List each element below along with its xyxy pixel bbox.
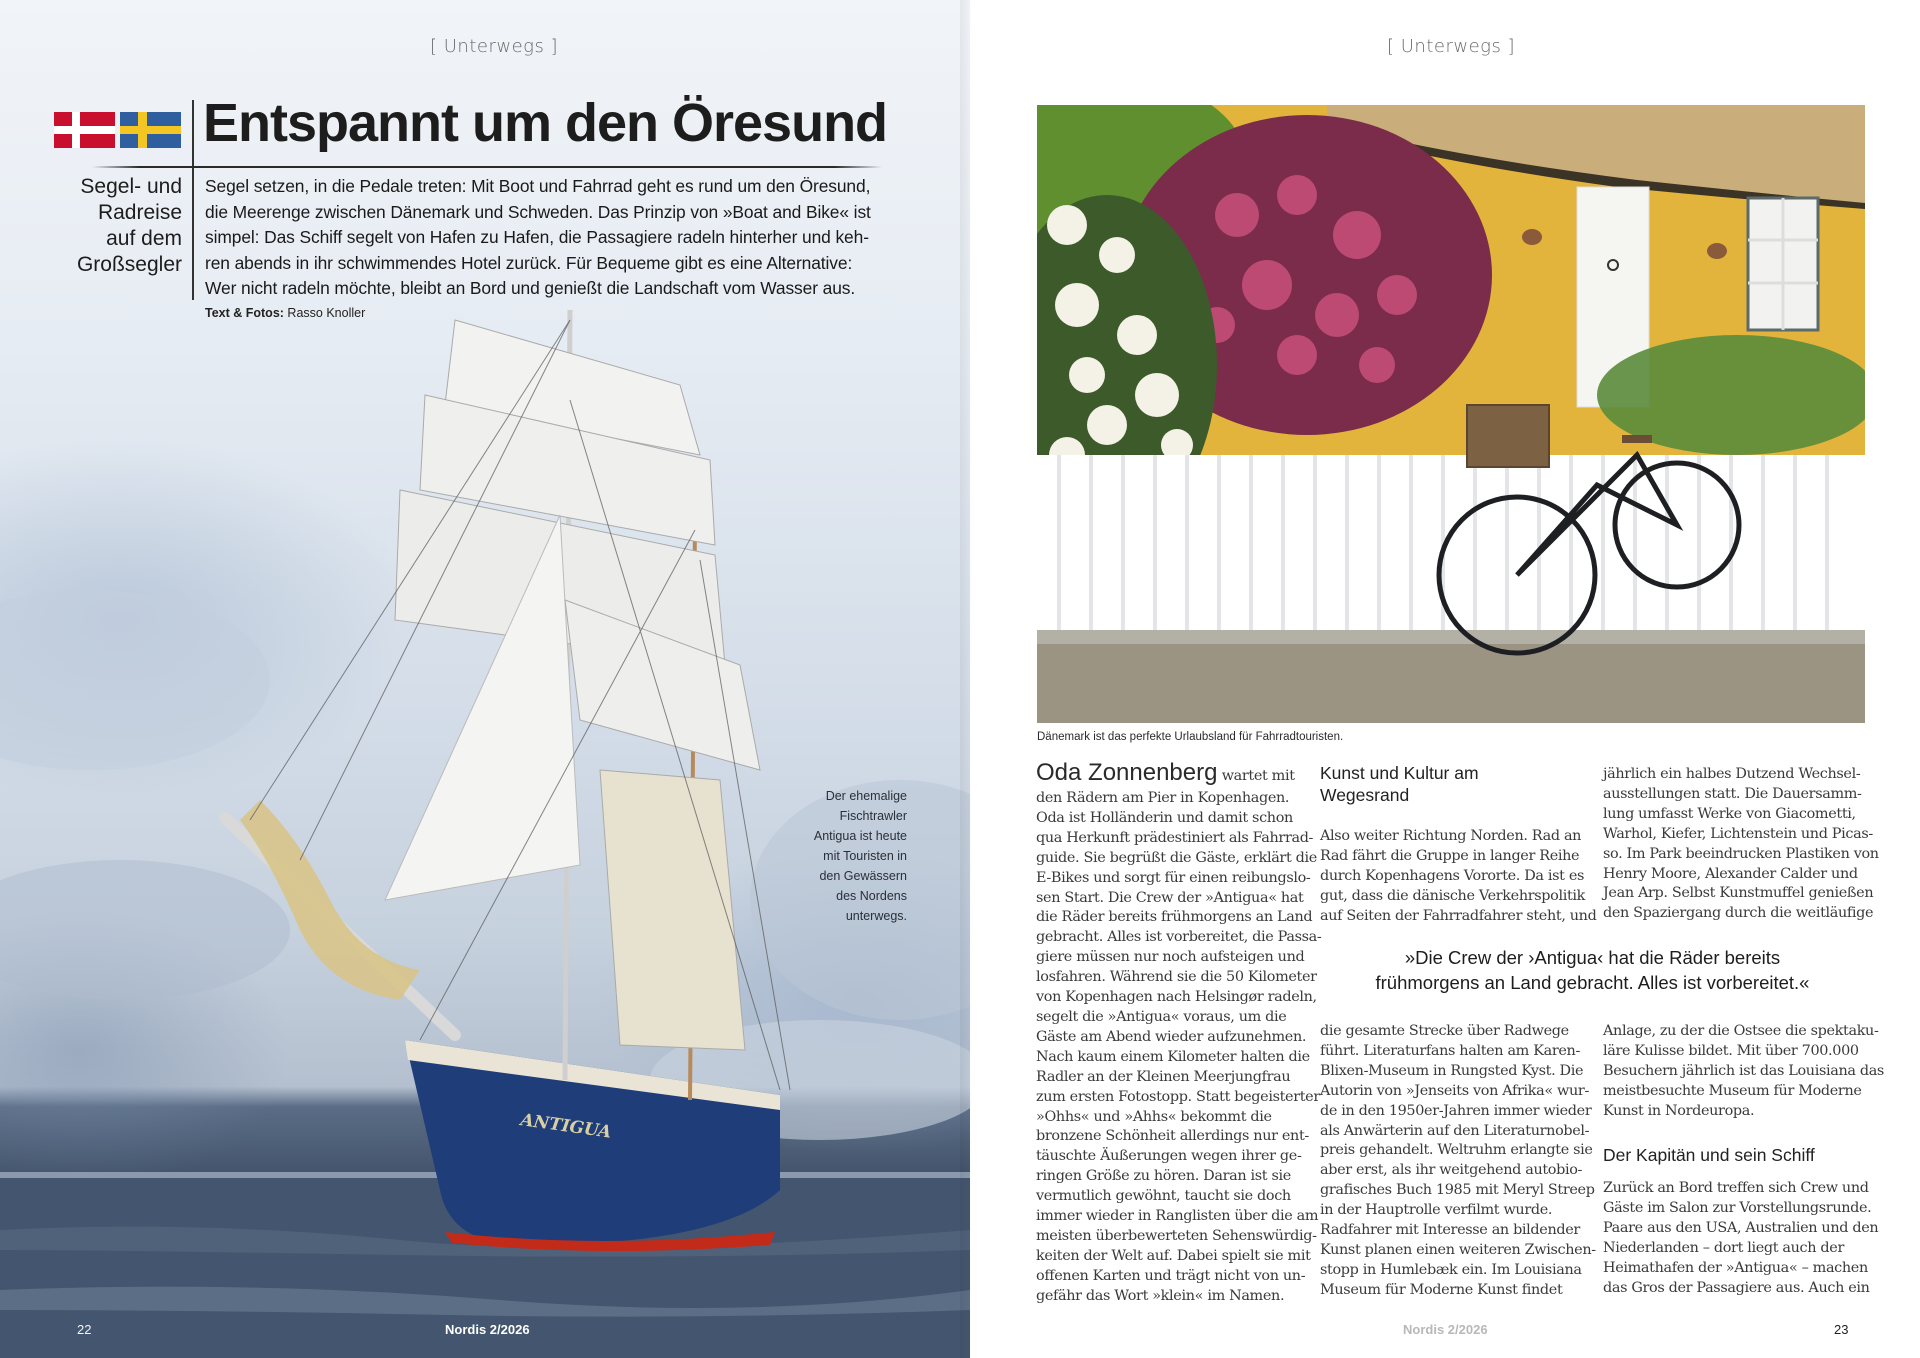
body-line: Radler an der Kleinen Meerjungfrau [1036,1068,1291,1085]
intro-line: die Meerenge zwischen Dänemark und Schweden. Das Prinzip von »Boat and Bike« ist [205,201,871,222]
body-line: Kunst planen einen weiteren Zwischen- [1320,1241,1596,1258]
body-line: grafisches Buch 1985 mit Meryl Streep [1320,1182,1595,1199]
body-line: von Kopenhagen nach Helsingør radeln, [1036,989,1317,1006]
body-line: die gesamte Strecke über Radwege [1320,1023,1569,1039]
body-line: Rad fährt die Gruppe in langer Reihe [1320,847,1580,864]
body-line: meisten überbewerteten Sehenswürdig- [1036,1227,1317,1244]
credit-label: Text & Fotos: [205,306,284,320]
intro-line: simpel: Das Schiff segelt von Hafen zu Hafen, die Passagiere radeln hinterher und keh- [205,227,869,248]
body-column-2-top [1320,827,1597,927]
body-line: die Räder bereits frühmorgens an Land [1036,909,1313,926]
body-line: ringen Größe zu hören. Daran ist sie [1036,1168,1291,1185]
page-number-right: 23 [1834,1322,1849,1337]
body-line: gebracht. Alles ist vorbereitet, die Passa- [1036,929,1322,946]
body-line: Also weiter Richtung Norden. Rad an [1320,828,1582,844]
lead-line [1036,760,1298,789]
body-line: lung umfasst Werke von Giacometti, [1603,805,1856,822]
body-line: Autorin von »Jenseits von Afrika« wur- [1320,1082,1589,1099]
body-column-3-bottom [1603,1022,1884,1122]
body-line: auf Seiten der Fahrradfahrer steht, und [1320,907,1597,924]
subtitle-line: Segel- und [80,175,182,198]
lead-name: Oda Zonnenberg [1036,759,1218,786]
body-line: losfahren. Während sie die 50 Kilometer [1036,969,1317,986]
body-line: vermutlich gewöhnt, taucht sie doch [1036,1188,1291,1205]
pull-quote-line: »Die Crew der ›Antigua‹ hat die Räder bereits [1404,947,1781,968]
vertical-divider [192,100,194,300]
body-line: so. Im Park beeindrucken Plastiken von [1603,845,1879,862]
body-column-2-bottom [1320,1022,1596,1301]
body-line: bronzene Schönheit allerdings nur ent- [1036,1128,1309,1145]
body-line: gut, dass die dänische Verkehrspolitik [1320,887,1586,904]
intro-line: ren abends in ihr schwimmendes Hotel zurück. Für Bequeme gibt es eine Alternative: [205,252,853,273]
subheading-line: Kunst und Kultur am [1320,763,1479,783]
body-line: den Rädern am Pier in Kopenhagen. [1036,790,1290,806]
body-line: Heimathafen der »Antigua« – machen [1603,1259,1868,1276]
body-line: gefähr das Wort »klein« im Namen. [1036,1287,1285,1304]
credit-name: Rasso Knoller [287,306,366,320]
body-line: stopp in Humlebæk ein. Im Louisiana [1320,1261,1582,1278]
subtitle-line: auf dem [106,227,182,250]
house-bicycle-illustration [1037,105,1865,723]
body-line: Niederlanden – dort liegt auch der [1603,1239,1844,1256]
body-line: Nach kaum einem Kilometer halten die [1036,1048,1310,1065]
subheading-kunst-und-kultur [1320,762,1582,806]
subheading-line: Wegesrand [1320,785,1410,805]
horizontal-divider [92,166,882,168]
body-line: qua Herkunft prädestiniert als Fahrrad- [1036,829,1314,846]
body-line: Anlage, zu der die Ostsee die spektaku- [1603,1023,1879,1039]
subtitle-line: Großsegler [76,253,182,276]
page-number-left: 22 [77,1322,92,1337]
body-column-1 [1036,759,1322,1307]
author-credit [205,306,365,320]
body-line: keiten der Welt auf. Dabei spielt sie mit [1036,1247,1311,1264]
body-line: Gäste im Salon zur Vorstellungsrunde. [1603,1199,1872,1216]
body-line: preis gehandelt. Weltruhm erlangte sie [1320,1142,1593,1159]
body-line: ausstellungen statt. Die Dauersamm- [1603,785,1862,802]
magazine-issue-left: Nordis 2/2026 [445,1322,530,1337]
caption-line: Der ehemalige [825,789,907,803]
body-column-3-end [1603,1179,1879,1298]
body-line: führt. Literaturfans halten am Karen- [1320,1042,1580,1059]
intro-line: Wer nicht radeln möchte, bleibt an Bord und genießt die Landschaft vom Wasser aus. [205,278,856,299]
body-line: guide. Sie begrüßt die Gäste, erklärt die [1036,849,1317,866]
body-line: Henry Moore, Alexander Calder und [1603,865,1858,882]
body-line: giere müssen nur noch aufsteigen und [1036,949,1305,966]
section-tag: [ Unterwegs ] [430,36,559,57]
body-line: sen Start. Die Crew der »Antigua« hat [1036,889,1304,906]
body-line: täuschte Äußerungen wegen ihrer ge- [1036,1148,1302,1165]
body-line: Jean Arp. Selbst Kunstmuffel genießen [1603,885,1874,902]
article-intro [205,174,895,302]
article-title: Entspannt um den Öresund [203,93,888,153]
body-line: immer wieder in Ranglisten über die am [1036,1208,1319,1225]
body-line: als Anwärterin auf den Literaturnobel- [1320,1122,1590,1139]
caption-line: Fischtrawler [839,809,907,823]
body-line: Museum für Moderne Kunst findet [1320,1281,1563,1298]
body-line: segelt die »Antigua« voraus, um die [1036,1008,1287,1025]
intro-line: Segel setzen, in die Pedale treten: Mit Boot und Fahrrad geht es rund um den Öresund, [205,176,871,196]
body-line: Zurück an Bord treffen sich Crew und [1603,1180,1869,1196]
sweden-flag-icon [120,112,181,148]
body-line: E-Bikes und sorgt für einen reibungslo- [1036,869,1311,886]
body-line: in der Hauptrolle verfilmt wurde. [1320,1202,1553,1219]
body-line: Warhol, Kiefer, Lichtenstein und Picas- [1603,825,1873,842]
ship-photo-caption [780,786,907,926]
article-subtitle [40,174,182,278]
caption-line: Antigua ist heute [813,829,907,843]
body-line: durch Kopenhagens Vororte. Da ist es [1320,867,1585,884]
denmark-flag-icon [54,112,115,148]
house-photo-caption: Dänemark ist das perfekte Urlaubsland für Fahrradtouristen. [1037,731,1344,743]
body-line: Paare aus den USA, Australien und den [1603,1219,1879,1236]
house-bicycle-photo [1037,105,1865,723]
caption-line: unterwegs. [845,909,907,923]
pull-quote-line: frühmorgens an Land gebracht. Alles ist vorbereitet.« [1375,972,1810,993]
body-line: Besuchern jährlich ist das Louisiana das [1603,1062,1884,1079]
body-line: den Spaziergang durch die weitläufige [1603,905,1874,922]
body-line: das Gros der Passagiere aus. Auch ein [1603,1279,1870,1296]
subheading-kapitaen: Der Kapitän und sein Schiff [1603,1145,1815,1165]
body-line: Radfahrer mit Interesse an bildender [1320,1222,1580,1239]
body-line: Blixen-Museum in Rungsted Kyst. Die [1320,1062,1584,1079]
body-line: meistbesuchte Museum für Moderne [1603,1082,1862,1099]
subtitle-line: Radreise [97,201,182,224]
body-line: jährlich ein halbes Dutzend Wechsel- [1603,766,1861,782]
body-line: zum ersten Fotostopp. Statt begeisterter [1036,1088,1320,1105]
pull-quote [1320,945,1865,995]
body-line: Oda ist Holländerin und damit schon [1036,809,1293,826]
spread-gutter [960,0,972,1358]
body-line: offenen Karten und trägt nicht von un- [1036,1267,1306,1284]
section-tag-right: [ Unterwegs ] [1387,36,1516,57]
magazine-issue-right: Nordis 2/2026 [1403,1322,1488,1337]
body-line: »Ohhs« und »Ahhs« bekommt die [1036,1108,1272,1125]
body-line: de in den 1950er-Jahren immer wieder [1320,1102,1592,1119]
body-line: Gäste am Abend wieder aufzunehmen. [1036,1028,1307,1045]
lead-rest: wartet mit [1217,768,1295,784]
body-line: aber erst, als ihr weitgehend autobio- [1320,1162,1583,1179]
caption-line: mit Touristen in [823,849,907,863]
body-line: läre Kulisse bildet. Mit über 700.000 [1603,1042,1859,1059]
caption-line: des Nordens [836,889,907,903]
body-column-3-top [1603,765,1879,924]
caption-line: den Gewässern [819,869,907,883]
svg-text:ANTIGUA: ANTIGUA [519,1110,613,1143]
body-line: Kunst in Nordeuropa. [1603,1102,1755,1119]
